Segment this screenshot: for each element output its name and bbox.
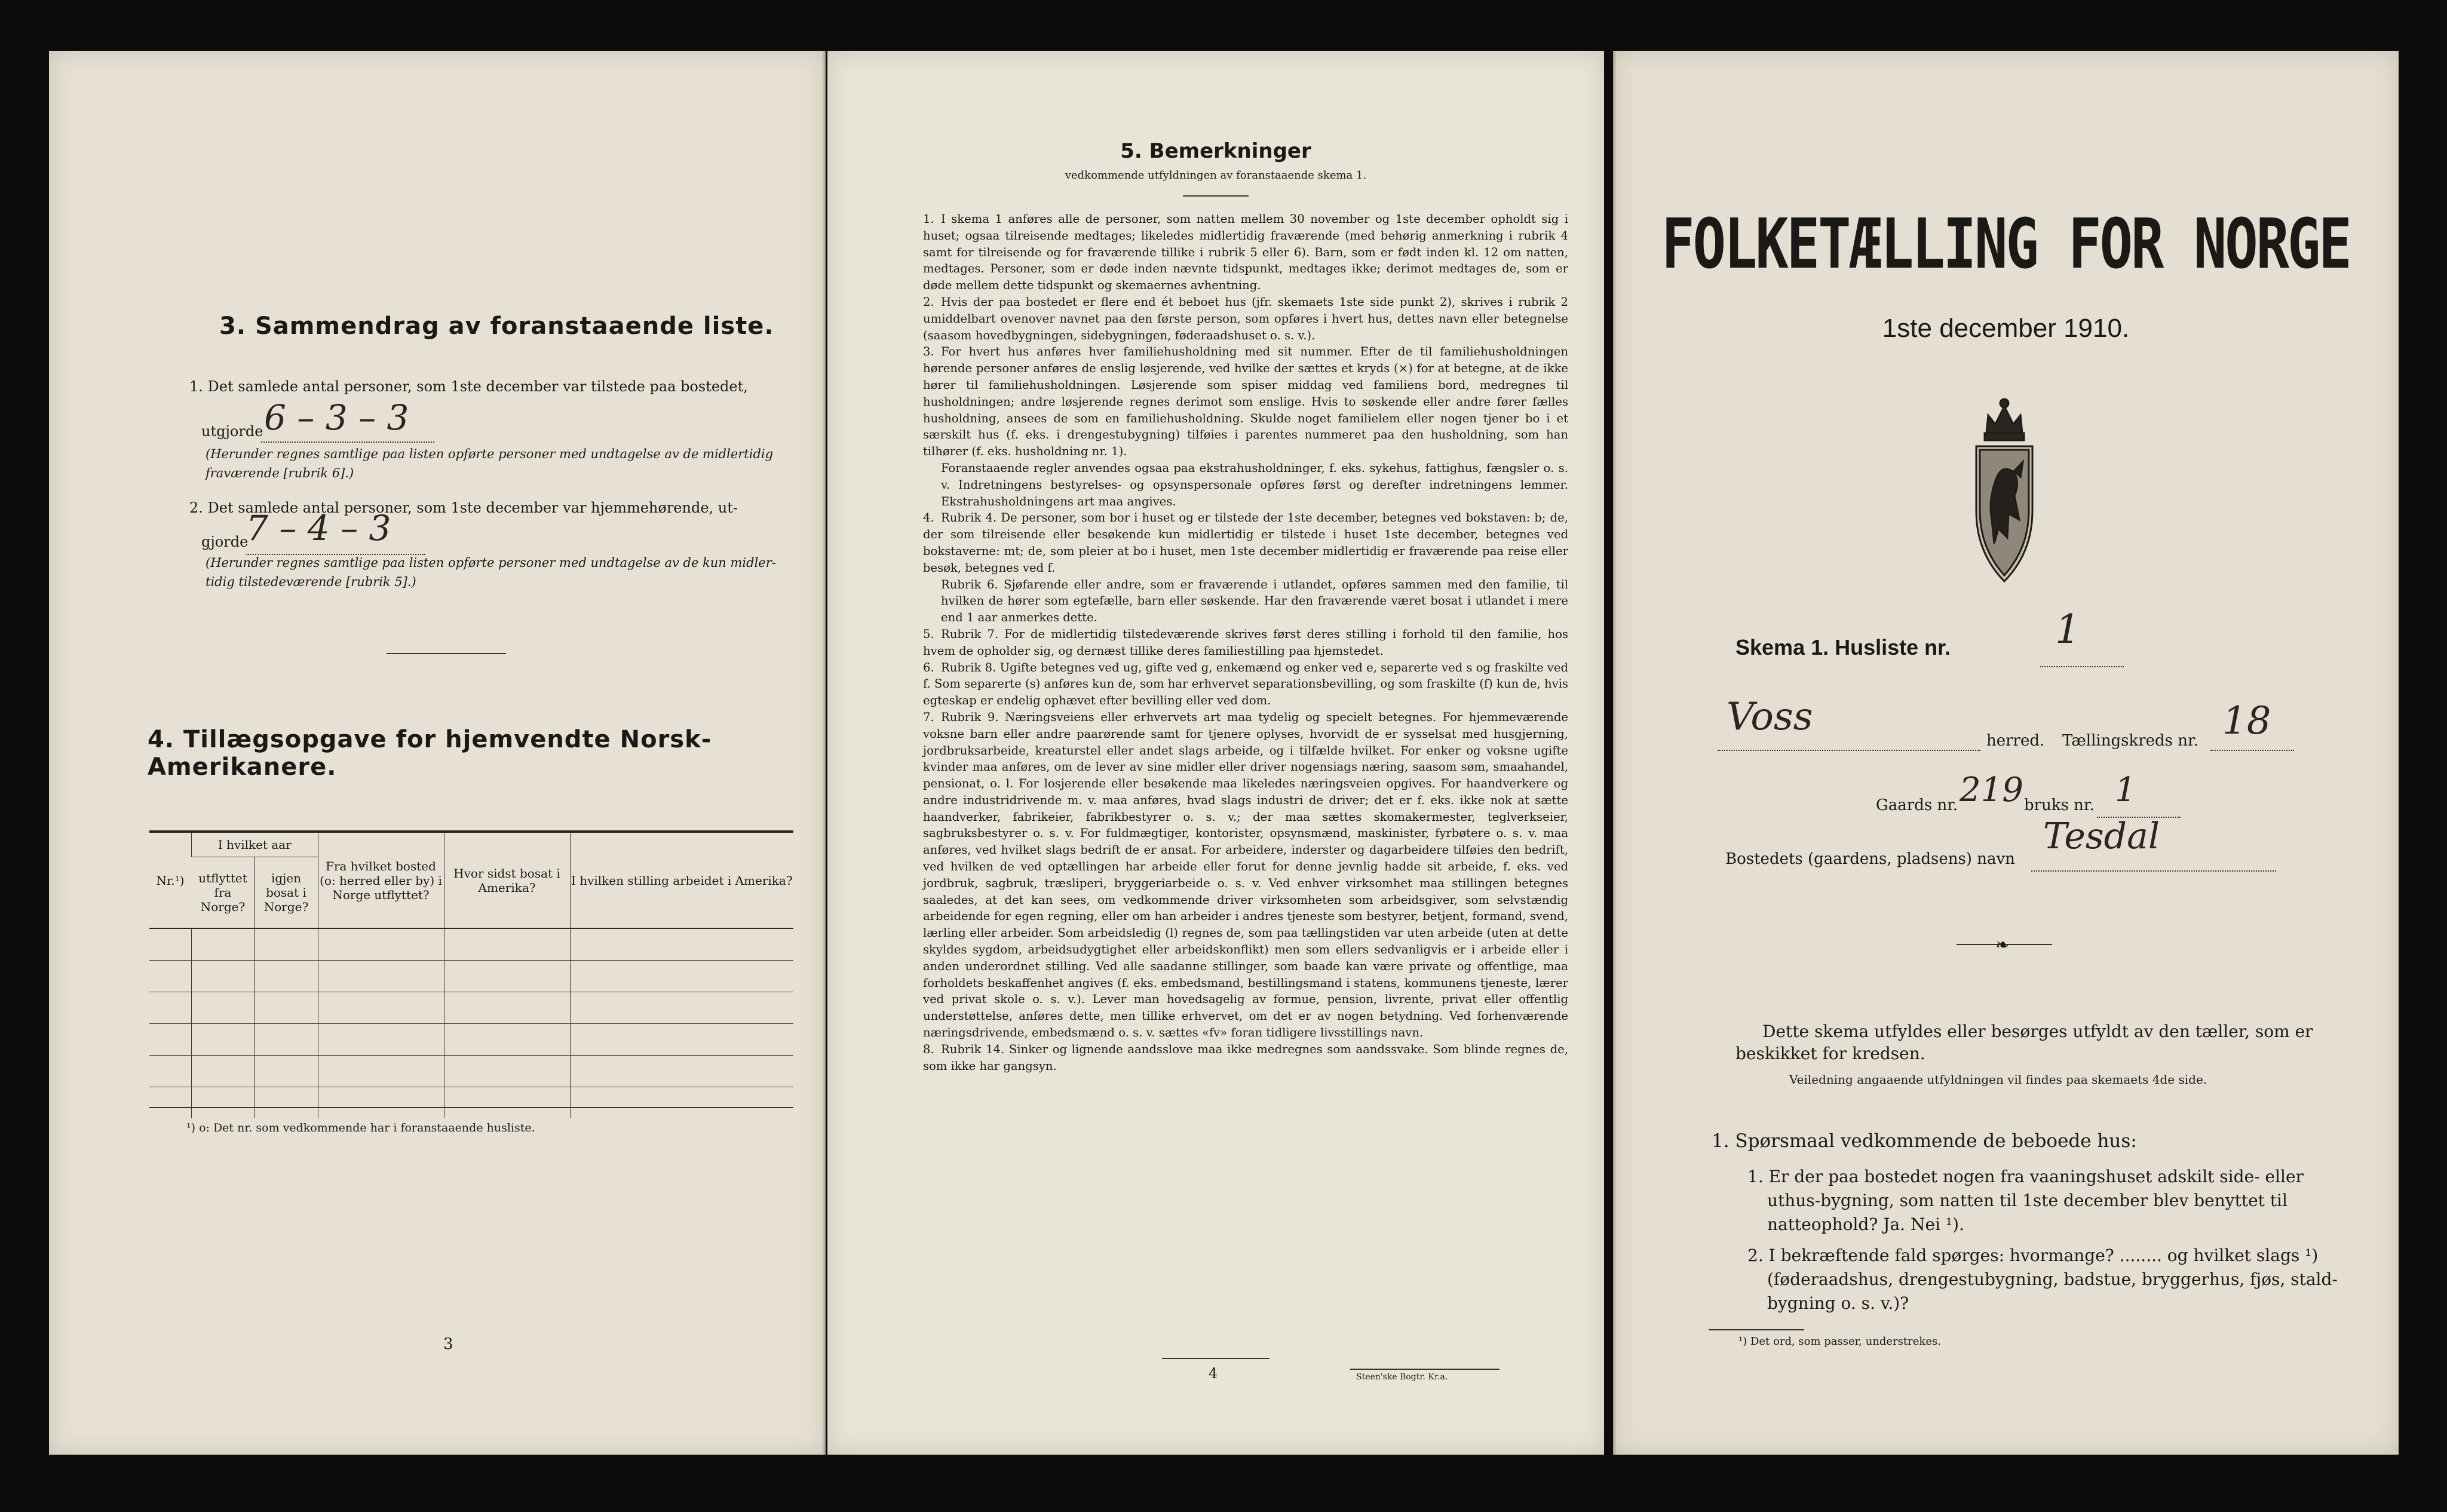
question-2-line-1: 2. I bekræftende fald spørges: hvormange? ........ og hvilket slags ¹)	[1747, 1246, 2319, 1265]
table-footnote: ¹) o: Det nr. som vedkommende har i foranstaaende husliste.	[186, 1121, 535, 1134]
summary-item-2-line: 2. Det samlede antal personer, som 1ste december var hjemmehørende, ut-	[189, 499, 738, 516]
instruction-small: Veiledning angaaende utfyldningen vil findes paa skemaets 4de side.	[1789, 1072, 2207, 1087]
table-cell[interactable]	[149, 1024, 192, 1056]
summary-item-1-note-2: fraværende [rubrik 6].)	[206, 466, 354, 480]
subtitle-rule	[1183, 195, 1249, 197]
bemerkning-item	[923, 626, 1568, 660]
norsk-amerikaner-table	[149, 830, 793, 1118]
table-cell[interactable]	[192, 961, 255, 992]
table-cell[interactable]	[192, 992, 255, 1024]
question-1-line-3[interactable]: natteophold? Ja. Nei ¹).	[1767, 1214, 1964, 1234]
kreds-value[interactable]: 18	[2222, 699, 2271, 743]
col-stilling: I hvilken stilling arbeidet i Amerika?	[570, 832, 793, 928]
page-3	[49, 51, 826, 1455]
section-4-title: 4. Tillægsopgave for hjemvendte Norsk-Amerikanere.	[148, 726, 712, 781]
skema-label: Skema 1. Husliste nr.	[1735, 635, 1951, 660]
table-cell[interactable]	[192, 928, 255, 961]
table-cell[interactable]	[444, 992, 570, 1024]
bemerkning-number: 3.	[923, 345, 934, 359]
table-cell[interactable]	[254, 1087, 318, 1119]
table-cell[interactable]	[192, 1024, 255, 1056]
table-cell[interactable]	[318, 1024, 444, 1056]
bosted-label: Bostedets (gaardens, pladsens) navn	[1725, 850, 2015, 868]
bemerkninger-title: 5. Bemerkninger	[1120, 139, 1311, 163]
table-row	[149, 928, 793, 961]
table-cell[interactable]	[254, 928, 318, 961]
table-cell[interactable]	[444, 1056, 570, 1087]
husliste-nr-line	[2040, 665, 2124, 667]
col-igjen-bosat: igjen bosat i Norge?	[254, 857, 318, 929]
herred-label: herred.	[1986, 732, 2045, 750]
question-2-line-3: bygning o. s. v.)?	[1767, 1293, 1909, 1313]
bemerkning-number: 4.	[923, 511, 934, 525]
table-cell[interactable]	[444, 961, 570, 992]
kreds-label: Tællingskreds nr.	[2062, 732, 2198, 750]
table-cell[interactable]	[570, 928, 793, 961]
table-cell[interactable]	[254, 992, 318, 1024]
bemerkning-text: Rubrik 7. For de midlertidig tilstedeværende skrives først deres stilling i forhold til den familie, hos hvem de opholder sig, og dernæst tillike deres familiestilling paa hjemstedet.	[923, 627, 1568, 658]
page-fold-shadow	[822, 51, 826, 1455]
bemerkning-item	[923, 660, 1568, 709]
bemerkning-text: I skema 1 anføres alle de personer, som natten mellem 30 november og 1ste december opholdt sig i huset; ogsaa tilreisende medtages; likeledes midlertidig fraværende (med behørig anmerkning i rubrik 4 samt for tilreisende og for fraværende tillike i rubrik 5 eller 6). Barn, som er født inden kl. 12 om natten, medtages. Personer, som er døde inden nævnte tidspunkt, medtages ikke; derimot medtages de, som er døde mellem dette tidspunkt og skemaernes avhentning.	[923, 212, 1568, 293]
table-bottom-rule	[149, 1107, 793, 1108]
herred-line	[1718, 749, 1980, 751]
instruction-line-2: beskikket for kredsen.	[1735, 1044, 1925, 1063]
table-cell[interactable]	[318, 992, 444, 1024]
bosted-value[interactable]: Tesdal	[2043, 815, 2160, 857]
summary-item-1-prefix: utgjorde	[201, 423, 263, 440]
bemerkning-item	[923, 460, 1568, 510]
summary-item-2-note-2: tidig tilstedeværende [rubrik 5].)	[206, 575, 416, 589]
col-group-year: I hvilket aar	[192, 832, 318, 857]
bemerkninger-list	[923, 211, 1568, 1074]
table-cell[interactable]	[149, 928, 192, 961]
table-cell[interactable]	[254, 1056, 318, 1087]
summary-item-1-note-1: (Herunder regnes samtlige paa listen opførte personer med undtagelse av de midlertidig	[206, 447, 774, 461]
table-cell[interactable]	[570, 961, 793, 992]
page-1-cover	[1613, 51, 2399, 1455]
table-cell[interactable]	[570, 1087, 793, 1119]
table-cell[interactable]	[318, 928, 444, 961]
census-title: FOLKETÆLLING FOR NORGE	[1661, 204, 2350, 284]
table-cell[interactable]	[318, 1087, 444, 1119]
table-row	[149, 1024, 793, 1056]
bemerkning-number: 1.	[923, 212, 934, 226]
table-cell[interactable]	[570, 1024, 793, 1056]
col-fra-bosted: Fra hvilket bosted (o: herred eller by) i Norge utflyttet?	[318, 832, 444, 928]
coat-of-arms-icon	[1965, 391, 2043, 594]
printer-rule	[1350, 1369, 1500, 1370]
printer-mark: Steen'ske Bogtr. Kr.a.	[1356, 1372, 1448, 1382]
bemerkning-number: 6.	[923, 660, 934, 674]
table-cell[interactable]	[149, 992, 192, 1024]
table-cell[interactable]	[192, 1087, 255, 1119]
instruction-line-1: Dette skema utfyldes eller besørges utfyldt av den tæller, som er	[1762, 1022, 2313, 1041]
husliste-nr-value[interactable]: 1	[2055, 606, 2080, 652]
summary-item-2-value: 7 – 4 – 3	[246, 508, 391, 548]
footnote-rule	[1709, 1329, 1804, 1330]
bemerkning-text: Rubrik 9. Næringsveiens eller erhvervets art maa tydelig og specielt betegnes. For hjemmeværende voksne barn eller andre paarørende samt for tjenere oplyses, hvorvidt de er sysselsat med husgjerning, jordbruksarbeide, kreaturstel eller andet slags arbeide, og i tilfælde hvilket. For enker og voksne ugifte kvinder maa anføres, om de lever av sine midler eller driver nogensiags næring, saasom søm, smaahandel, pensionat, o. l. For losjerende eller besøkende maa likeledes næringsveien opgives. For haandverkere og andre industridrivende m. v. maa anføres, hvad slags industri de driver; det er f. eks. ikke nok at sætte haandverker, fabrikeier, fabrikbestyrer o. s. v.; der maa sættes skomakermester, teglverkseier, sagbruksbestyrer o. s. v. For fuldmægtiger, kontorister, opsynsmænd, maskinister, fyrbøtere o. s. v. maa anføres, ved hvilket slags bedrift de er ansat. For arbeidere, inderster og dagarbeidere tilføies den bedrift, ved hvilken de ved optællingen har arbeide eller forut for denne jevnlig hadde sit arbeide, f. eks. ved jordbruk, sagbruk, træsliperi, bryggeriarbeide o. s. v. Ved enhver virksomhet maa stillingen betegnes saaledes, at det kan sees, om vedkommende driver virksomheten som arbeidsgiver, som selvstændig arbeidende for egen regning, eller om han arbeider i andres tjeneste som bestyrer, betjent, formand, svend, lærling eller arbeider. Som arbeidsledig (l) regnes de, som paa tællingstiden var uten arbeide (uten at dette skyldes sygdom, arbeidsudygtighet eller arbeidskonflikt) men som ellers sedvanligvis er i arbeide eller i anden underordnet stilling. Ved alle saadanne stillinger, som baade kan være private og offentlige, maa forholdets beskaffenhet angives (f. eks. embedsmand, bestillingsmand i statens, kommunens tjeneste, lærer ved privat skole o. s. v.). Lever man hovedsagelig av formue, pension, livrente, privat eller offentlig understøttelse, anføres dette, men tillike erhvervet, om det er av nogen betydning. Ved forhenværende næringsdrivende, embedsmænd o. s. v. sættes «fv» foran tidligere livsstillings navn.	[923, 710, 1568, 1040]
table-cell[interactable]	[444, 928, 570, 961]
question-1-line-2: uthus-bygning, som natten til 1ste december blev benyttet til	[1767, 1191, 2287, 1210]
table-cell[interactable]	[570, 1056, 793, 1087]
bemerkning-text: Foranstaaende regler anvendes ogsaa paa ekstrahusholdninger, f. eks. sykehus, fattighus, fængsler o. s. v. Indretningens bestyrelses- og opsynspersonale opføres først og derefter indretningens lemmer. Ekstrahusholdningens art maa angives.	[941, 461, 1568, 508]
table-cell[interactable]	[444, 1087, 570, 1119]
bemerkning-text: Rubrik 6. Sjøfarende eller andre, som er fraværende i utlandet, opføres sammen med den familie, til hvilken de hører som egtefælle, barn eller søskende. Har den fraværende været bosat i utlandet i mere end 1 aar anmerkes dette.	[941, 577, 1568, 625]
table-row	[149, 961, 793, 992]
table-cell[interactable]	[318, 961, 444, 992]
questions-heading: 1. Spørsmaal vedkommende de beboede hus:	[1712, 1130, 2137, 1152]
herred-value[interactable]: Voss	[1727, 695, 1813, 739]
table-cell[interactable]	[318, 1056, 444, 1087]
bemerkning-text: Rubrik 4. De personer, som bor i huset og er tilstede der 1ste december, betegnes ved bokstaven: b; de, der som tilreisende eller besøkende kun midlertidig er tilstede i huset 1ste december, betegnes ved bokstaverne: mt; de, som pleier at bo i huset, men 1ste december midlertidig er fraværende paa reise eller besøk, betegnes ved f.	[923, 511, 1568, 575]
ornament-icon: ❧	[1995, 935, 2010, 955]
table-row	[149, 992, 793, 1024]
bemerkning-number: 5.	[923, 627, 934, 641]
bemerkning-number: 8.	[923, 1042, 934, 1056]
summary-item-1-line: 1. Det samlede antal personer, som 1ste december var tilstede paa bostedet,	[189, 378, 748, 395]
bemerkning-item	[923, 709, 1568, 1041]
table-cell[interactable]	[149, 1056, 192, 1087]
table-row	[149, 1087, 793, 1119]
end-rule	[1162, 1358, 1270, 1359]
bemerkning-text: Rubrik 14. Sinker og lignende aandsslove maa ikke medregnes som aandssvake. Som blinde regnes de, som ikke har gangsyn.	[923, 1042, 1568, 1073]
bruks-label: bruks nr.	[2024, 796, 2095, 814]
bemerkning-text: Hvis der paa bostedet er flere end ét beboet hus (jfr. skemaets 1ste side punkt 2), skrives i rubrik 2 umiddelbart ovenover navnet paa den første person, som opføres i hvert hus, dettes navn eller betegnelse (saasom hovedbygningen, sidebygningen, føderaadshuset o. s. v.).	[923, 295, 1568, 342]
section-3-title: 3. Sammendrag av foranstaaende liste.	[219, 312, 774, 340]
bemerkning-item	[923, 211, 1568, 294]
bemerkning-number: 7.	[923, 710, 934, 724]
bemerkning-item	[923, 1041, 1568, 1075]
bemerkning-number: 2.	[923, 295, 934, 309]
col-utflyttet: utflyttet fra Norge?	[192, 857, 255, 929]
col-nr: Nr.¹)	[149, 832, 192, 928]
census-date: 1ste december 1910.	[1882, 314, 2130, 343]
gaards-value[interactable]: 219	[1960, 771, 2023, 809]
cover-footnote: ¹) Det ord, som passer, understrekes.	[1738, 1335, 1941, 1348]
gaards-label: Gaards nr.	[1876, 796, 1958, 814]
bemerkning-item	[923, 510, 1568, 576]
table-cell[interactable]	[149, 961, 192, 992]
question-2-line-2: (føderaadshus, drengestubygning, badstue, bryggerhus, fjøs, stald-	[1767, 1269, 2338, 1289]
table-cell[interactable]	[570, 992, 793, 1024]
table-cell[interactable]	[254, 961, 318, 992]
bruks-value[interactable]: 1	[2115, 771, 2136, 809]
table-cell[interactable]	[444, 1024, 570, 1056]
bemerkning-item	[923, 576, 1568, 626]
table-cell[interactable]	[254, 1024, 318, 1056]
section-divider	[387, 653, 506, 654]
table-cell[interactable]	[149, 1087, 192, 1119]
bemerkning-text: For hvert hus anføres hver familiehusholdning med sit nummer. Efter de til familiehusholdningen hørende personer anføres de enslig løsjerende, ved hvilke der sættes et kryds (×) for at betegne, at de ikke hører til familiehusholdningen. Løsjerende som spiser middag ved familiens bord, medregnes til husholdningen; andre løsjerende regnes derimot som enslige. Hvis to søskende eller andre fører fælles husholdning, ansees de som en familiehusholdning. Skulde noget familielem eller nogen tjener bo i et særskilt hus (f. eks. i drengestubygning) tilføies i parentes nummeret paa den husholdning, som han tilhører (f. eks. husholdning nr. 1).	[923, 345, 1568, 459]
col-hvor-bosat: Hvor sidst bosat i Amerika?	[444, 832, 570, 928]
summary-item-2-note-1: (Herunder regnes samtlige paa listen opførte personer med undtagelse av de kun midler-	[206, 556, 776, 570]
summary-item-1-dotline	[261, 440, 434, 443]
page-4	[827, 51, 1604, 1455]
bemerkning-text: Rubrik 8. Ugifte betegnes ved ug, gifte ved g, enkemænd og enker ved e, separerte ved s og fraskilte ved f. Som separerte (s) anføres kun de, som har erhvervet separationsbevilling, og som fraskilte (f) kun de, hvis egteskap er endelig ophævet efter bevilling eller ved dom.	[923, 660, 1568, 708]
kreds-line	[2210, 749, 2294, 751]
bemerkning-item	[923, 294, 1568, 344]
bemerkning-item	[923, 344, 1568, 460]
summary-item-2-prefix: gjorde	[201, 533, 249, 550]
bosted-line	[2031, 869, 2276, 872]
table-row	[149, 1056, 793, 1087]
question-1-line-1: 1. Er der paa bostedet nogen fra vaaningshuset adskilt side- eller	[1747, 1167, 2304, 1186]
page-fold-shadow	[1613, 51, 1617, 1455]
page-number-3: 3	[443, 1335, 453, 1353]
table-cell[interactable]	[192, 1056, 255, 1087]
bemerkninger-subtitle: vedkommende utfyldningen av foranstaaende skema 1.	[1065, 169, 1367, 182]
summary-item-1-value: 6 – 3 – 3	[264, 397, 409, 438]
page-number-4: 4	[1209, 1365, 1218, 1382]
